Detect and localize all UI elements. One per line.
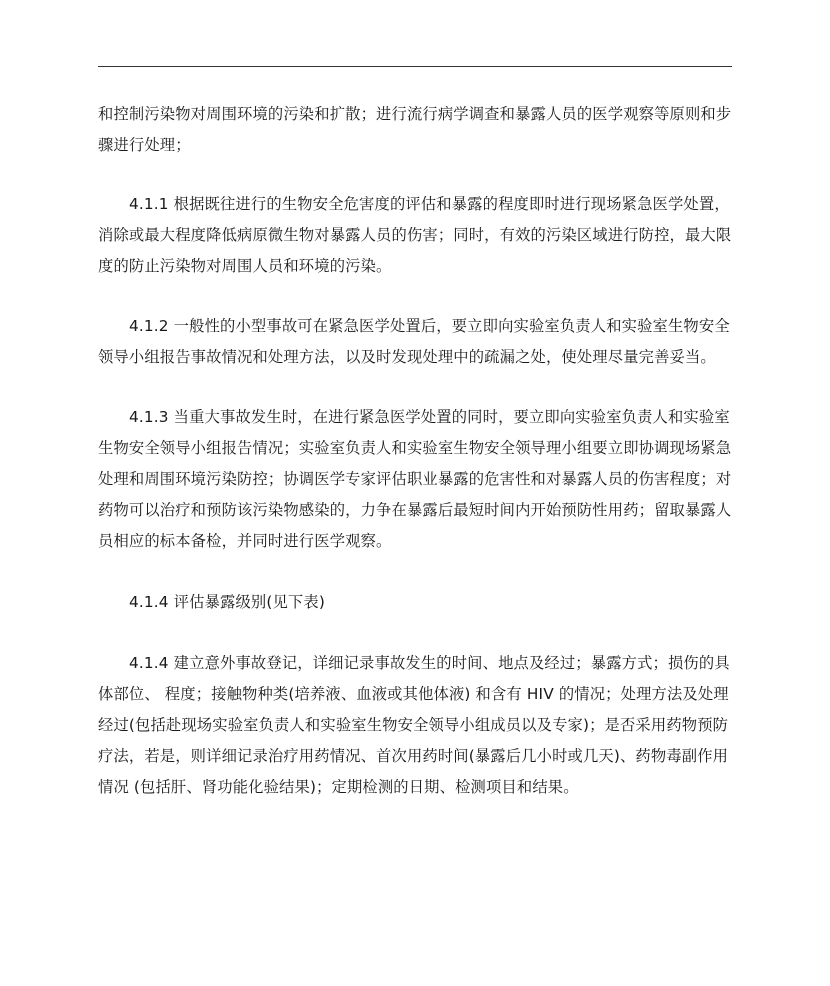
paragraph-4-1-1: 4.1.1 根据既往进行的生物安全危害度的评估和暴露的程度即时进行现场紧急医学处置，消除或最大程度降低病原微生物对暴露人员的伤害；同时，有效的污染区域进行防控，最大限度的防止污染物对周围人员和环境的污染。 — [98, 195, 732, 275]
document-body — [98, 99, 738, 803]
paragraph-4-1-4-register: 4.1.4 建立意外事故登记，详细记录事故发生的时间、地点及经过；暴露方式；损伤的具体部位、 程度；接触物种类(培养液、血液或其他体液) 和含有 HIV 的情况；处理方法及处理经过(包括赴现场实验室负责人和实验室生物安全领导小组成员以及专家)；是否采用药物预防疗法，若是，则详细记录治疗用药情况、首次用药时间(暴露后几小时或几天)、药物毒副作用情况 (包括肝、肾功能化验结果)；定期检测的日期、检测项目和结果。 — [98, 654, 730, 796]
paragraph-4-1-4-assess: 4.1.4 评估暴露级别(见下表) — [129, 593, 325, 611]
paragraph-4-1-2: 4.1.2 一般性的小型事故可在紧急医学处置后，要立即向实验室负责人和实验室生物安全领导小组报告事故情况和处理方法，以及时发现处理中的疏漏之处，使处理尽量完善妥当。 — [98, 317, 730, 366]
paragraph-continuation: 和控制污染物对周围环境的污染和扩散；进行流行病学调查和暴露人员的医学观察等原则和步骤进行处理； — [98, 105, 732, 154]
header-rule — [98, 66, 732, 67]
paragraph-4-1-3: 4.1.3 当重大事故发生时，在进行紧急医学处置的同时，要立即向实验室负责人和实验室生物安全领导小组报告情况；实验室负责人和实验室生物安全领导理小组要立即协调现场紧急处理和周围环境污染防控；协调医学专家评估职业暴露的危害性和对暴露人员的伤害程度；对药物可以治疗和预防该污染物感染的，力争在暴露后最短时间内开始预防性用药；留取暴露人员相应的标本备检，并同时进行医学观察。 — [98, 408, 732, 550]
